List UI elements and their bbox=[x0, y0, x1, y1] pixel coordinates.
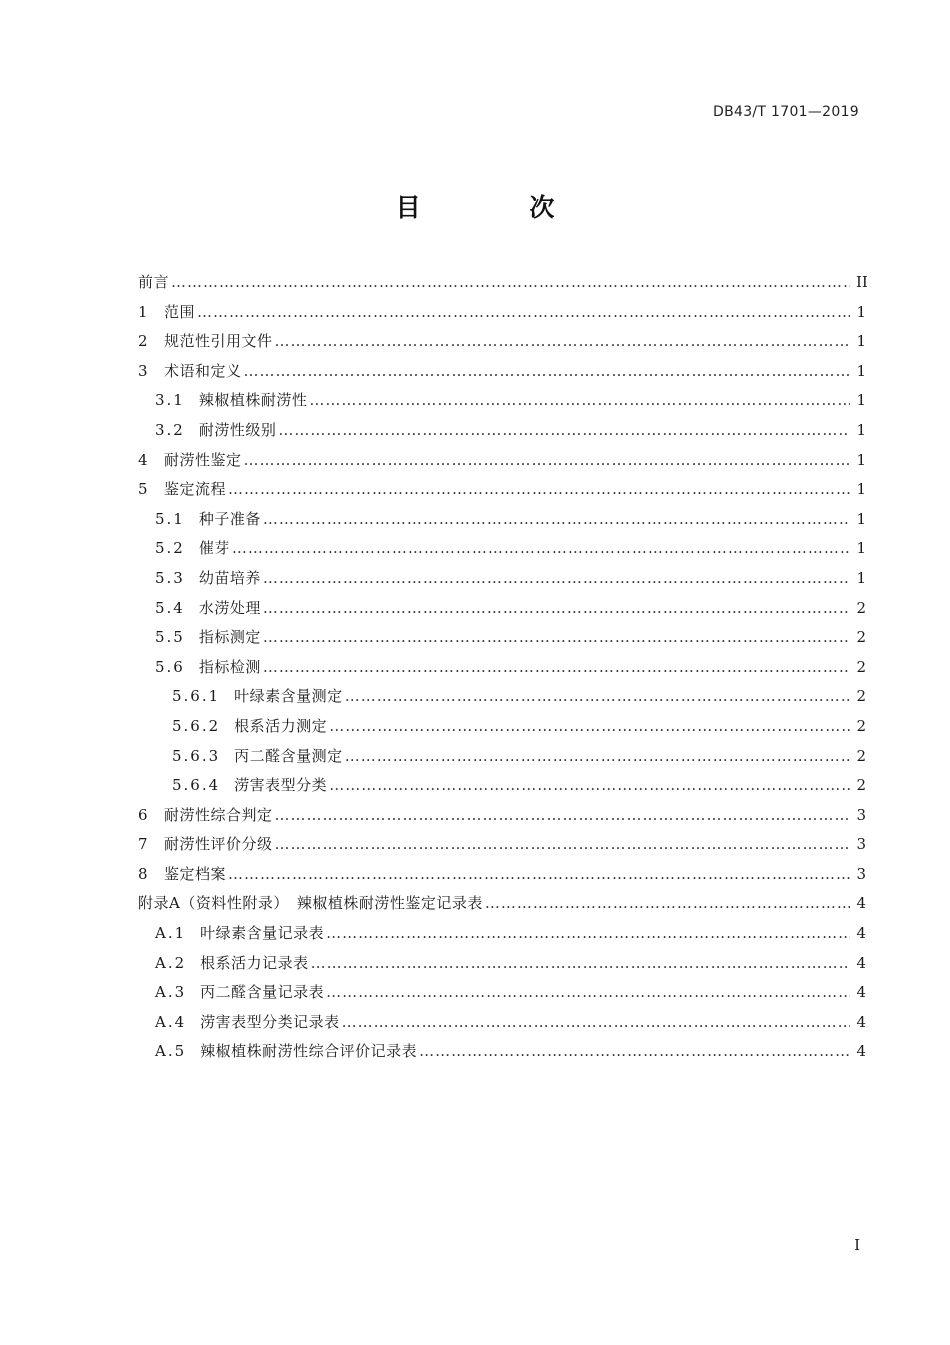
toc-entry-page: 1 bbox=[856, 302, 866, 321]
toc-entry[interactable] bbox=[138, 712, 866, 742]
toc-entry-title: 涝害表型分类 bbox=[234, 776, 328, 795]
toc-dot-leader bbox=[275, 830, 850, 860]
toc-entry-number: 3.2 bbox=[155, 420, 185, 439]
toc-entry[interactable] bbox=[138, 978, 866, 1008]
toc-entry-number: 5.6.2 bbox=[172, 716, 221, 735]
toc-entry-number: 5.6.4 bbox=[172, 776, 221, 795]
toc-entry-title: 叶绿素含量测定 bbox=[234, 687, 343, 706]
toc-entry-title: 规范性引用文件 bbox=[164, 332, 273, 351]
toc-dot-leader bbox=[329, 712, 850, 742]
toc-entry-title: 根系活力测定 bbox=[234, 716, 328, 735]
toc-dot-leader bbox=[171, 268, 850, 298]
toc-dot-leader bbox=[419, 1037, 850, 1067]
toc-entry-title: 附录A（资料性附录） 辣椒植株耐涝性鉴定记录表 bbox=[138, 894, 483, 913]
toc-entry-number: 5.6.1 bbox=[172, 687, 221, 706]
toc-dot-leader bbox=[485, 889, 850, 919]
toc-entry-number: 8 bbox=[138, 864, 150, 883]
toc-dot-leader bbox=[244, 446, 850, 476]
toc-entry[interactable] bbox=[138, 298, 866, 328]
toc-entry-page: 2 bbox=[856, 776, 866, 795]
toc-entry-title: 根系活力记录表 bbox=[200, 953, 309, 972]
toc-entry-page: 3 bbox=[856, 805, 866, 824]
toc-entry[interactable] bbox=[138, 801, 866, 831]
toc-entry-page: 1 bbox=[856, 480, 866, 499]
toc-entry[interactable] bbox=[138, 623, 866, 653]
toc-entry-number: 5.2 bbox=[155, 539, 185, 558]
toc-entry-number: 5.5 bbox=[155, 628, 185, 647]
toc-entry-page: 4 bbox=[856, 953, 866, 972]
toc-dot-leader bbox=[342, 1008, 850, 1038]
toc-entry-page: 4 bbox=[856, 894, 866, 913]
toc-dot-leader bbox=[309, 386, 850, 416]
toc-entry-number: 4 bbox=[138, 450, 150, 469]
toc-entry-title: 指标测定 bbox=[198, 628, 261, 647]
toc-entry-number: A.1 bbox=[155, 924, 187, 943]
toc-entry-title: 术语和定义 bbox=[164, 361, 242, 380]
toc-entry-number: A.2 bbox=[155, 953, 187, 972]
toc-entry-page: 4 bbox=[856, 1042, 866, 1061]
toc-entry-page: 1 bbox=[856, 420, 866, 439]
toc-entry[interactable] bbox=[138, 505, 866, 535]
toc-entry-page: 1 bbox=[856, 391, 866, 410]
toc-dot-leader bbox=[311, 949, 850, 979]
page-title: 目 次 bbox=[395, 193, 605, 222]
toc-entry-page: 3 bbox=[856, 835, 866, 854]
toc-entry[interactable] bbox=[138, 475, 866, 505]
toc-entry-title: 耐涝性级别 bbox=[198, 420, 277, 439]
toc-dot-leader bbox=[228, 860, 850, 890]
toc-entry-number: 6 bbox=[138, 805, 150, 824]
toc-entry-number: 5.1 bbox=[155, 509, 185, 528]
toc-entry[interactable] bbox=[138, 771, 866, 801]
toc-entry-number: 5.6.3 bbox=[172, 746, 221, 765]
toc-entry[interactable] bbox=[138, 594, 866, 624]
toc-entry-page: 4 bbox=[856, 1012, 866, 1031]
toc-entry-number: A.4 bbox=[155, 1012, 187, 1031]
toc-entry-title: 耐涝性鉴定 bbox=[164, 450, 242, 469]
toc-entry[interactable] bbox=[138, 919, 866, 949]
toc-entry-page: 1 bbox=[856, 539, 866, 558]
toc-entry[interactable] bbox=[138, 682, 866, 712]
toc-dot-leader bbox=[345, 682, 850, 712]
toc-entry-number: 5.4 bbox=[155, 598, 185, 617]
toc-entry-title: 鉴定流程 bbox=[164, 480, 227, 499]
toc-entry[interactable] bbox=[138, 357, 866, 387]
toc-entry-number: 5.3 bbox=[155, 568, 185, 587]
toc-dot-leader bbox=[329, 771, 850, 801]
toc-dot-leader bbox=[232, 534, 850, 564]
toc-entry-title: 辣椒植株耐涝性综合评价记录表 bbox=[200, 1042, 418, 1061]
toc-entry-page: 2 bbox=[856, 687, 866, 706]
toc-entry[interactable] bbox=[138, 1037, 866, 1067]
toc-entry-title: 催芽 bbox=[198, 539, 230, 558]
toc-entry[interactable] bbox=[138, 742, 866, 772]
toc-entry-page: 2 bbox=[856, 716, 866, 735]
toc-entry[interactable] bbox=[138, 268, 866, 298]
toc-dot-leader bbox=[197, 298, 850, 328]
toc-entry-page: 1 bbox=[856, 450, 866, 469]
toc-dot-leader bbox=[275, 327, 850, 357]
toc-entry[interactable] bbox=[138, 386, 866, 416]
toc-dot-leader bbox=[345, 742, 850, 772]
toc-entry-title: 鉴定档案 bbox=[164, 864, 227, 883]
toc-entry-page: 4 bbox=[856, 983, 866, 1002]
standard-code: DB43/T 1701—2019 bbox=[713, 104, 859, 120]
toc-entry-title: 范围 bbox=[164, 302, 196, 321]
toc-entry-title: 耐涝性评价分级 bbox=[164, 835, 273, 854]
toc-entry-number: 2 bbox=[138, 332, 150, 351]
toc-entry[interactable] bbox=[138, 1008, 866, 1038]
toc-entry-number: 7 bbox=[138, 835, 150, 854]
toc-entry-title: 前言 bbox=[138, 273, 170, 291]
toc-dot-leader bbox=[278, 416, 850, 446]
toc-entry[interactable] bbox=[138, 534, 866, 564]
toc-entry-page: 2 bbox=[856, 746, 866, 765]
toc-entry[interactable] bbox=[138, 949, 866, 979]
toc-entry-title: 丙二醛含量测定 bbox=[234, 746, 343, 765]
toc-entry-number: 1 bbox=[138, 302, 150, 321]
toc-entry-title: 涝害表型分类记录表 bbox=[200, 1012, 340, 1031]
toc-entry-number: 3 bbox=[138, 361, 150, 380]
toc-dot-leader bbox=[275, 801, 850, 831]
toc-entry-page: II bbox=[856, 273, 868, 291]
toc-entry-page: 2 bbox=[856, 598, 866, 617]
table-of-contents bbox=[138, 268, 866, 1067]
toc-entry-page: 2 bbox=[856, 628, 866, 647]
toc-entry-title: 辣椒植株耐涝性 bbox=[198, 391, 308, 410]
toc-entry[interactable] bbox=[138, 416, 866, 446]
toc-entry-title: 指标检测 bbox=[198, 657, 261, 676]
toc-entry-page: 4 bbox=[856, 924, 866, 943]
toc-dot-leader bbox=[263, 594, 850, 624]
toc-entry-number: 5.6 bbox=[155, 657, 185, 676]
toc-dot-leader bbox=[326, 919, 850, 949]
toc-dot-leader bbox=[263, 653, 850, 683]
toc-entry-page: 2 bbox=[856, 657, 866, 676]
toc-entry-title: 丙二醛含量记录表 bbox=[200, 983, 325, 1002]
toc-entry-page: 1 bbox=[856, 361, 866, 380]
toc-entry-page: 1 bbox=[856, 332, 866, 351]
toc-entry[interactable] bbox=[138, 564, 866, 594]
toc-entry-page: 3 bbox=[856, 864, 866, 883]
toc-entry-number: 3.1 bbox=[155, 391, 185, 410]
toc-entry-title: 种子准备 bbox=[198, 509, 261, 528]
toc-entry-title: 水涝处理 bbox=[198, 598, 261, 617]
toc-entry-number: A.3 bbox=[155, 983, 187, 1002]
toc-dot-leader bbox=[263, 623, 850, 653]
toc-dot-leader bbox=[263, 564, 850, 594]
toc-entry[interactable] bbox=[138, 327, 866, 357]
toc-dot-leader bbox=[326, 978, 850, 1008]
toc-dot-leader bbox=[228, 475, 850, 505]
toc-entry-title: 幼苗培养 bbox=[198, 568, 261, 587]
toc-entry[interactable] bbox=[138, 830, 866, 860]
toc-entry-number: 5 bbox=[138, 480, 150, 499]
toc-entry-page: 1 bbox=[856, 568, 866, 587]
toc-entry[interactable] bbox=[138, 653, 866, 683]
toc-entry-number: A.5 bbox=[155, 1042, 187, 1061]
page-number: I bbox=[854, 1236, 860, 1254]
toc-entry-title: 耐涝性综合判定 bbox=[164, 805, 273, 824]
toc-dot-leader bbox=[244, 357, 850, 387]
toc-entry[interactable] bbox=[138, 446, 866, 476]
toc-entry[interactable] bbox=[138, 860, 866, 890]
toc-entry-title: 叶绿素含量记录表 bbox=[200, 924, 325, 943]
toc-entry-page: 1 bbox=[856, 509, 866, 528]
toc-entry[interactable] bbox=[138, 889, 866, 919]
toc-dot-leader bbox=[263, 505, 850, 535]
